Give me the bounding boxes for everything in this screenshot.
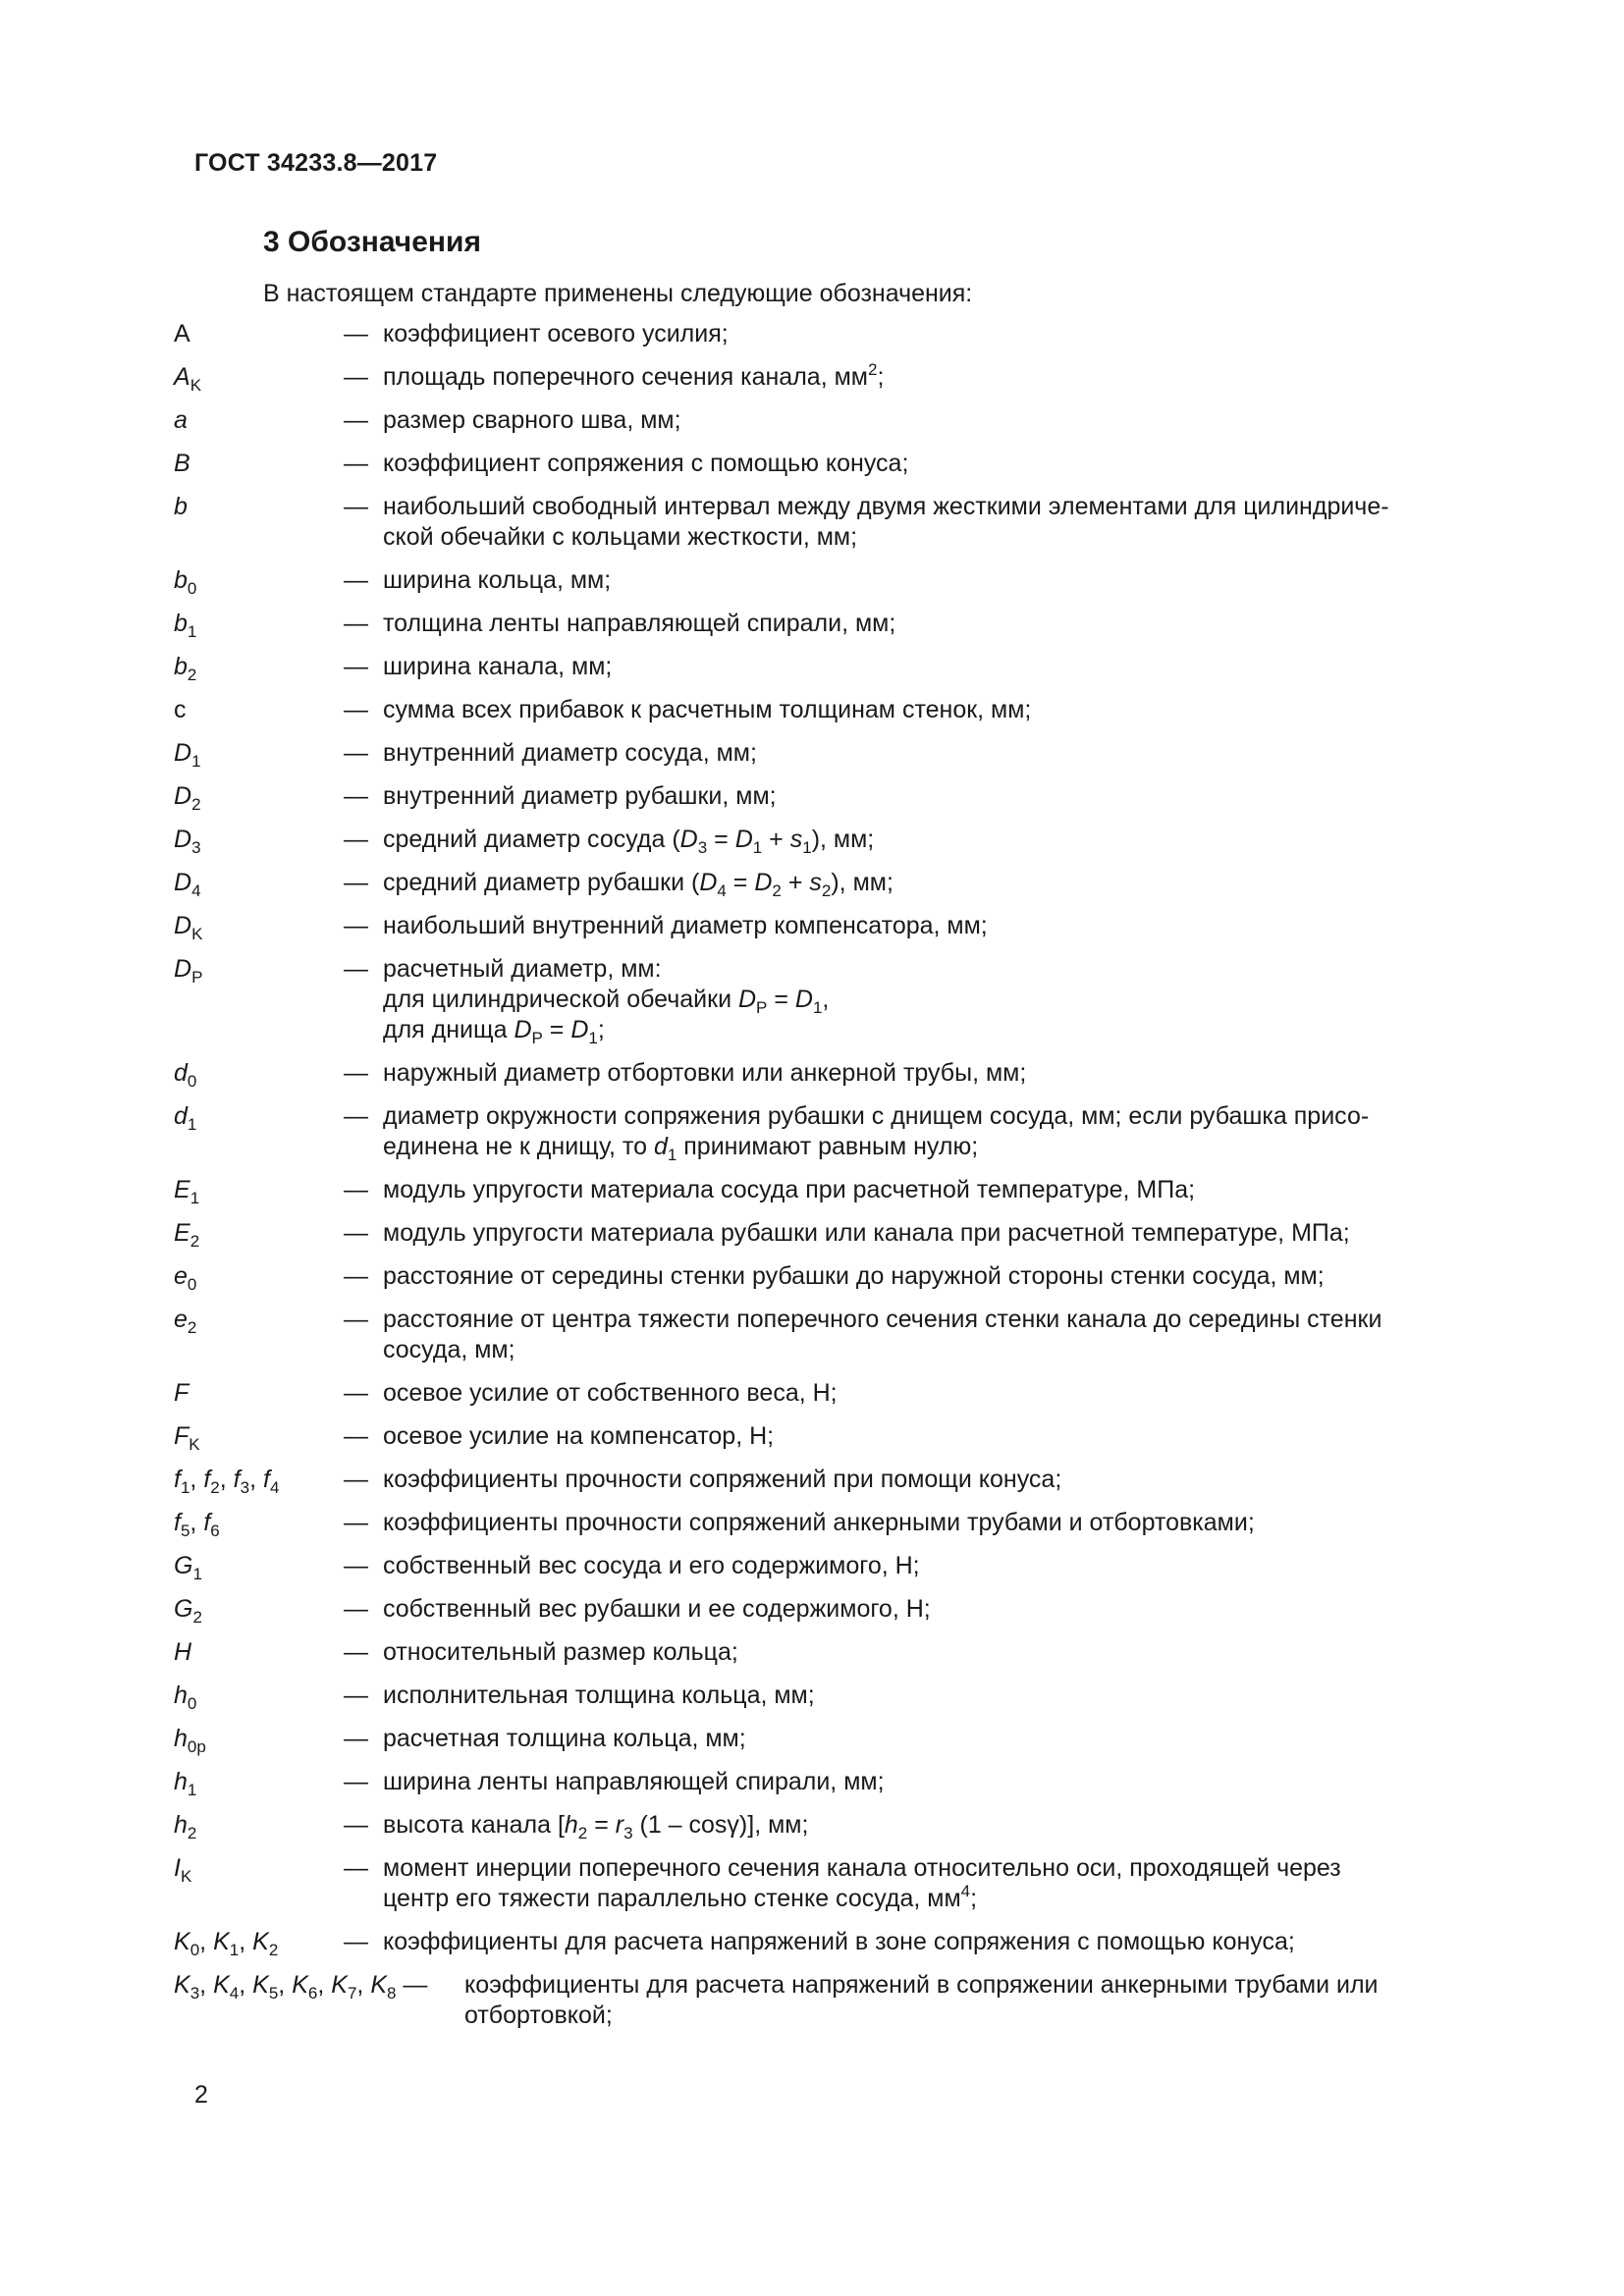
- list-item: [174, 781, 1514, 812]
- description: наружный диаметр отбортовки или анкерной трубы, мм;: [383, 1059, 1027, 1087]
- symbol: $E_1$: [174, 1176, 200, 1207]
- dash: —: [344, 493, 368, 520]
- dash: —: [344, 1595, 368, 1623]
- list-item: [174, 1551, 1514, 1581]
- description: внутренний диаметр рубашки, мм;: [383, 782, 777, 810]
- dash: —: [344, 1552, 368, 1579]
- dash: —: [344, 1306, 368, 1333]
- list-item: [174, 1101, 1514, 1162]
- list-item: [174, 738, 1514, 769]
- list-item: [174, 405, 1514, 436]
- dash: —: [344, 1102, 368, 1130]
- description: диаметр окружности сопряжения рубашки с днищем сосуда, мм; если рубашка присо- единена не к днищу, то $d_1$ принимают равным нулю;: [383, 1102, 1370, 1164]
- list-item: [174, 319, 1514, 349]
- description: коэффициенты для расчета напряжений в сопряжении анкерными трубами или отбортовкой;: [464, 1971, 1379, 2029]
- dash: —: [344, 450, 368, 477]
- description: исполнительная толщина кольца, мм;: [383, 1682, 815, 1709]
- description: средний диаметр сосуда $(D_3 = D_1 + s_1)$, мм;: [383, 826, 875, 857]
- dash: —: [344, 955, 368, 983]
- symbol: $d_0$: [174, 1059, 197, 1091]
- description: коэффициенты прочности сопряжений анкерными трубами и отбортовками;: [383, 1509, 1255, 1536]
- symbol: $D_3$: [174, 826, 201, 857]
- symbol: $D_2$: [174, 782, 201, 814]
- section-intro: В настоящем стандарте применены следующие обозначения:: [263, 280, 973, 307]
- description: ширина ленты направляющей спирали, мм;: [383, 1768, 885, 1795]
- symbol: $G_1$: [174, 1552, 202, 1583]
- document-code: ГОСТ 34233.8—2017: [194, 149, 438, 177]
- symbol: $h_0$: [174, 1682, 197, 1713]
- dash: —: [344, 1682, 368, 1709]
- symbol: B: [174, 450, 190, 477]
- dash: —: [344, 566, 368, 594]
- dash: —: [344, 1422, 368, 1450]
- list-item: [174, 449, 1514, 479]
- symbol: a: [174, 406, 188, 434]
- list-item: [174, 911, 1514, 941]
- description: коэффициенты прочности сопряжений при помощи конуса;: [383, 1466, 1062, 1493]
- symbol: [174, 319, 344, 349]
- dash: —: [344, 1059, 368, 1087]
- symbol: $K_3$, $K_4$, $K_5$, $K_6$, $K_7$, $K_8$ —: [174, 1971, 428, 2002]
- description: наибольший свободный интервал между двумя жесткими элементами для цилиндриче- ской обечайки с кольцами жесткости, мм;: [383, 493, 1389, 551]
- description: высота канала [$h_2 = r_3$ (1 – cosγ)], мм;: [383, 1811, 809, 1842]
- symbol: c: [174, 696, 187, 723]
- symbol: F: [174, 1379, 189, 1407]
- list-item: [174, 1594, 1514, 1625]
- description: ширина канала, мм;: [383, 653, 613, 680]
- list-item: [174, 362, 1514, 393]
- dash: —: [344, 782, 368, 810]
- list-item: [174, 1175, 1514, 1205]
- dash: —: [344, 1379, 368, 1407]
- symbol: $I_K$: [174, 1854, 192, 1886]
- list-item: [174, 1421, 1514, 1452]
- list-item: [174, 1261, 1514, 1292]
- list-item: [174, 1378, 1514, 1409]
- description: собственный вес сосуда и его содержимого, Н;: [383, 1552, 920, 1579]
- dash: —: [344, 610, 368, 637]
- description: относительный размер кольца;: [383, 1638, 738, 1666]
- dash: —: [344, 1509, 368, 1536]
- description: наибольший внутренний диаметр компенсатора, мм;: [383, 912, 988, 939]
- dash: —: [344, 1725, 368, 1752]
- dash: —: [344, 406, 368, 434]
- symbol: $F_K$: [174, 1422, 200, 1454]
- list-item: [174, 1810, 1514, 1841]
- list-item: [174, 1853, 1514, 1914]
- list-item: [174, 609, 1514, 639]
- description: осевое усилие от собственного веса, Н;: [383, 1379, 838, 1407]
- symbol: $b_0$: [174, 566, 197, 598]
- description: расстояние от центра тяжести поперечного сечения стенки канала до середины стенки сосуда, мм;: [383, 1306, 1382, 1363]
- dash: —: [344, 1262, 368, 1290]
- symbol: $D_4$: [174, 869, 201, 900]
- dash: —: [344, 1638, 368, 1666]
- description: собственный вес рубашки и ее содержимого, Н;: [383, 1595, 931, 1623]
- dash: —: [344, 1176, 368, 1203]
- description: расчетный диаметр, мм: для цилиндрической обечайки $D_P = D_1$, для днища $D_P = D_1$;: [383, 955, 830, 1047]
- description: осевое усилие на компенсатор, Н;: [383, 1422, 775, 1450]
- dash: —: [344, 363, 368, 391]
- symbol: $b_2$: [174, 653, 197, 684]
- list-item: [174, 492, 1514, 553]
- symbol: $G_2$: [174, 1595, 202, 1627]
- page-number: 2: [194, 2081, 208, 2109]
- symbol: $e_0$: [174, 1262, 197, 1294]
- symbol: $A_K$: [174, 363, 202, 395]
- symbol: $D_1$: [174, 739, 201, 771]
- list-item: [174, 1681, 1514, 1711]
- description: модуль упругости материала рубашки или канала при расчетной температуре, МПа;: [383, 1219, 1350, 1247]
- description: сумма всех прибавок к расчетным толщинам стенок, мм;: [383, 696, 1032, 723]
- description: коэффициент осевого усилия;: [383, 320, 729, 347]
- dash: —: [344, 653, 368, 680]
- list-item: [174, 954, 1514, 1045]
- symbol: $f_1$, $f_2$, $f_3$, $f_4$: [174, 1466, 280, 1497]
- list-item: [174, 1724, 1514, 1754]
- dash: —: [344, 320, 368, 347]
- dash: —: [344, 696, 368, 723]
- description: расстояние от середины стенки рубашки до наружной стороны стенки сосуда, мм;: [383, 1262, 1325, 1290]
- description: коэффициенты для расчета напряжений в зоне сопряжения с помощью конуса;: [383, 1928, 1295, 1955]
- symbol: $f_5$, $f_6$: [174, 1509, 220, 1540]
- list-item: [174, 652, 1514, 682]
- description: момент инерции поперечного сечения канала относительно оси, проходящей через центр его тяжести параллельно стенке сосуда, $мм^4$;: [383, 1854, 1341, 1912]
- dash: —: [344, 1854, 368, 1882]
- description: модуль упругости материала сосуда при расчетной температуре, МПа;: [383, 1176, 1196, 1203]
- symbol: $K_0$, $K_1$, $K_2$: [174, 1928, 279, 1959]
- dash: —: [344, 912, 368, 939]
- list-item: [174, 825, 1514, 855]
- list-item: [174, 695, 1514, 725]
- list-item: [174, 1637, 1514, 1668]
- description: внутренний диаметр сосуда, мм;: [383, 739, 757, 767]
- symbol: b: [174, 493, 188, 520]
- dash: —: [344, 826, 368, 853]
- symbols-list: [174, 319, 1514, 2044]
- list-item: [174, 1970, 1514, 2031]
- description: размер сварного шва, мм;: [383, 406, 681, 434]
- symbol: $D_P$: [174, 955, 203, 987]
- list-item: [174, 1767, 1514, 1797]
- list-item: [174, 1465, 1514, 1495]
- symbol-text: A: [174, 320, 190, 347]
- list-item: [174, 1927, 1514, 1957]
- list-item: [174, 1305, 1514, 1365]
- symbol: $d_1$: [174, 1102, 197, 1134]
- dash: —: [344, 1928, 368, 1955]
- symbol: $h_2$: [174, 1811, 197, 1842]
- list-item: [174, 565, 1514, 596]
- description: средний диаметр рубашки $(D_4 = D_2 + s_2)$, мм;: [383, 869, 893, 900]
- symbol: H: [174, 1638, 192, 1666]
- list-item: [174, 1058, 1514, 1089]
- description: площадь поперечного сечения канала, $мм^2$;: [383, 360, 885, 391]
- symbol: $b_1$: [174, 610, 197, 641]
- list-item: [174, 1508, 1514, 1538]
- description: толщина ленты направляющей спирали, мм;: [383, 610, 896, 637]
- section-title: 3 Обозначения: [263, 226, 481, 258]
- dash: —: [344, 1466, 368, 1493]
- symbol: $E_2$: [174, 1219, 200, 1251]
- symbol: $h_{0p}$: [174, 1725, 206, 1756]
- dash: —: [344, 869, 368, 896]
- symbol: $e_2$: [174, 1306, 197, 1337]
- dash: —: [344, 1811, 368, 1839]
- description: коэффициент сопряжения с помощью конуса;: [383, 450, 909, 477]
- symbol: $h_1$: [174, 1768, 197, 1799]
- list-item: [174, 1218, 1514, 1249]
- description: ширина кольца, мм;: [383, 566, 612, 594]
- symbol: $D_K$: [174, 912, 203, 943]
- dash: —: [344, 1219, 368, 1247]
- dash: —: [344, 739, 368, 767]
- description: расчетная толщина кольца, мм;: [383, 1725, 746, 1752]
- dash: —: [344, 1768, 368, 1795]
- list-item: [174, 868, 1514, 898]
